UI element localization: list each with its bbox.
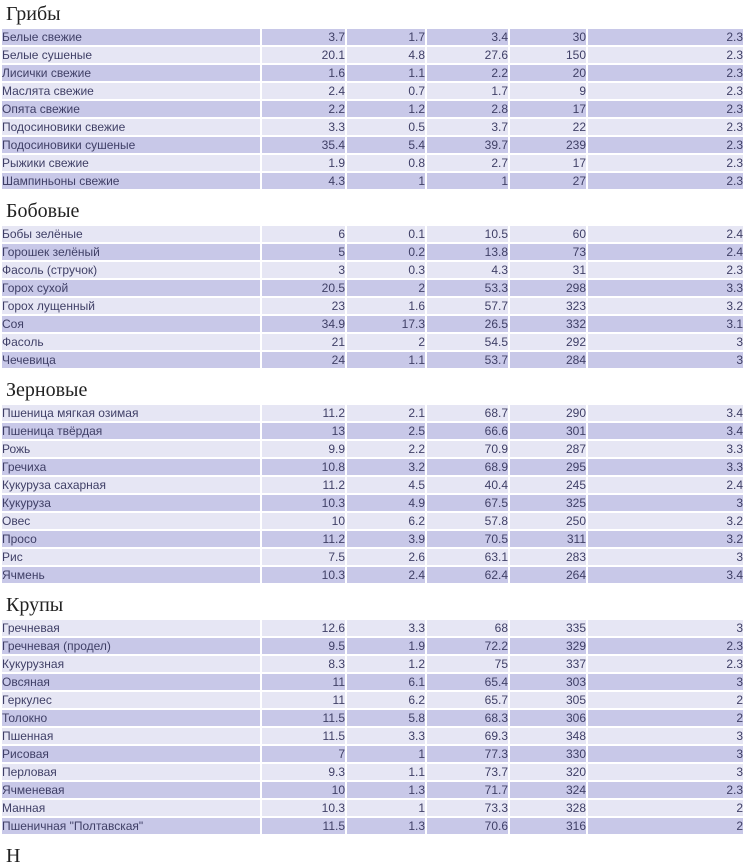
value-cell: 6.2 xyxy=(347,513,425,529)
value-cell: 3.3 xyxy=(347,728,425,744)
value-cell: 3 xyxy=(588,746,743,762)
value-cell: 17 xyxy=(510,155,586,171)
value-cell: 73.3 xyxy=(427,800,508,816)
value-cell: 348 xyxy=(510,728,586,744)
food-name-cell: Рыжики свежие xyxy=(2,155,260,171)
value-cell: 10.5 xyxy=(427,226,508,242)
value-cell: 2 xyxy=(588,710,743,726)
value-cell: 3.7 xyxy=(427,119,508,135)
value-cell: 24 xyxy=(262,352,345,368)
value-cell: 9.9 xyxy=(262,441,345,457)
value-cell: 2 xyxy=(347,334,425,350)
value-cell: 20 xyxy=(510,65,586,81)
food-name-cell: Пшеница твёрдая xyxy=(2,423,260,439)
table-row xyxy=(2,441,743,457)
value-cell: 9.5 xyxy=(262,638,345,654)
value-cell: 65.7 xyxy=(427,692,508,708)
food-name-cell: Пшенная xyxy=(2,728,260,744)
value-cell: 1.7 xyxy=(347,29,425,45)
value-cell: 2.7 xyxy=(427,155,508,171)
value-cell: 2.4 xyxy=(588,226,743,242)
table-row xyxy=(2,818,743,834)
value-cell: 301 xyxy=(510,423,586,439)
value-cell: 0.5 xyxy=(347,119,425,135)
value-cell: 17 xyxy=(510,101,586,117)
value-cell: 1.1 xyxy=(347,65,425,81)
value-cell: 324 xyxy=(510,782,586,798)
value-cell: 295 xyxy=(510,459,586,475)
table-row xyxy=(2,119,743,135)
table-row xyxy=(2,710,743,726)
value-cell: 31 xyxy=(510,262,586,278)
value-cell: 27 xyxy=(510,173,586,189)
value-cell: 10.3 xyxy=(262,495,345,511)
table-row xyxy=(2,226,743,242)
value-cell: 4.3 xyxy=(427,262,508,278)
table-row xyxy=(2,531,743,547)
food-name-cell: Овсяная xyxy=(2,674,260,690)
table-row xyxy=(2,620,743,636)
value-cell: 2.3 xyxy=(588,137,743,153)
value-cell: 3.2 xyxy=(588,531,743,547)
table-row xyxy=(2,316,743,332)
value-cell: 4.9 xyxy=(347,495,425,511)
value-cell: 0.3 xyxy=(347,262,425,278)
value-cell: 73 xyxy=(510,244,586,260)
value-cell: 323 xyxy=(510,298,586,314)
value-cell: 5.4 xyxy=(347,137,425,153)
food-name-cell: Фасоль (стручок) xyxy=(2,262,260,278)
value-cell: 11.2 xyxy=(262,531,345,547)
value-cell: 2.6 xyxy=(347,549,425,565)
value-cell: 72.2 xyxy=(427,638,508,654)
value-cell: 3.3 xyxy=(262,119,345,135)
value-cell: 70.6 xyxy=(427,818,508,834)
value-cell: 53.7 xyxy=(427,352,508,368)
value-cell: 287 xyxy=(510,441,586,457)
value-cell: 11.5 xyxy=(262,728,345,744)
value-cell: 3 xyxy=(588,352,743,368)
table-row xyxy=(2,746,743,762)
value-cell: 22 xyxy=(510,119,586,135)
food-name-cell: Соя xyxy=(2,316,260,332)
value-cell: 57.8 xyxy=(427,513,508,529)
nutrition-table-0 xyxy=(0,27,745,191)
value-cell: 150 xyxy=(510,47,586,63)
value-cell: 2.3 xyxy=(588,782,743,798)
section-title-0: Грибы xyxy=(6,3,61,25)
value-cell: 2 xyxy=(588,800,743,816)
food-name-cell: Кукурузная xyxy=(2,656,260,672)
value-cell: 290 xyxy=(510,405,586,421)
value-cell: 68.9 xyxy=(427,459,508,475)
food-name-cell: Бобы зелёные xyxy=(2,226,260,242)
table-row xyxy=(2,495,743,511)
table-row xyxy=(2,513,743,529)
value-cell: 3.9 xyxy=(347,531,425,547)
value-cell: 1 xyxy=(427,173,508,189)
value-cell: 3.3 xyxy=(347,620,425,636)
food-name-cell: Манная xyxy=(2,800,260,816)
nutrition-table-1 xyxy=(0,224,745,370)
value-cell: 39.7 xyxy=(427,137,508,153)
value-cell: 2.3 xyxy=(588,155,743,171)
table-row xyxy=(2,47,743,63)
value-cell: 325 xyxy=(510,495,586,511)
value-cell: 3.3 xyxy=(588,459,743,475)
value-cell: 3 xyxy=(588,334,743,350)
value-cell: 245 xyxy=(510,477,586,493)
food-name-cell: Белые свежие xyxy=(2,29,260,45)
value-cell: 3.4 xyxy=(588,405,743,421)
table-row xyxy=(2,298,743,314)
value-cell: 329 xyxy=(510,638,586,654)
value-cell: 7 xyxy=(262,746,345,762)
value-cell: 26.5 xyxy=(427,316,508,332)
value-cell: 63.1 xyxy=(427,549,508,565)
food-name-cell: Гречневая xyxy=(2,620,260,636)
value-cell: 20.5 xyxy=(262,280,345,296)
value-cell: 67.5 xyxy=(427,495,508,511)
food-name-cell: Шампиньоны свежие xyxy=(2,173,260,189)
value-cell: 60 xyxy=(510,226,586,242)
value-cell: 2.3 xyxy=(588,47,743,63)
food-name-cell: Горох сухой xyxy=(2,280,260,296)
table-row xyxy=(2,405,743,421)
value-cell: 6.1 xyxy=(347,674,425,690)
value-cell: 292 xyxy=(510,334,586,350)
value-cell: 69.3 xyxy=(427,728,508,744)
value-cell: 68.3 xyxy=(427,710,508,726)
food-name-cell: Пшеница мягкая озимая xyxy=(2,405,260,421)
value-cell: 4.5 xyxy=(347,477,425,493)
value-cell: 13.8 xyxy=(427,244,508,260)
food-name-cell: Овес xyxy=(2,513,260,529)
value-cell: 10.3 xyxy=(262,567,345,583)
value-cell: 3 xyxy=(262,262,345,278)
value-cell: 71.7 xyxy=(427,782,508,798)
value-cell: 2.3 xyxy=(588,101,743,117)
value-cell: 10 xyxy=(262,513,345,529)
table-row xyxy=(2,244,743,260)
value-cell: 10.8 xyxy=(262,459,345,475)
value-cell: 68.7 xyxy=(427,405,508,421)
value-cell: 8.3 xyxy=(262,656,345,672)
value-cell: 306 xyxy=(510,710,586,726)
value-cell: 2.2 xyxy=(347,441,425,457)
food-name-cell: Чечевица xyxy=(2,352,260,368)
table-row xyxy=(2,567,743,583)
value-cell: 5 xyxy=(262,244,345,260)
section-title-1: Бобовые xyxy=(6,200,80,222)
value-cell: 2.4 xyxy=(262,83,345,99)
value-cell: 4.8 xyxy=(347,47,425,63)
value-cell: 283 xyxy=(510,549,586,565)
value-cell: 30 xyxy=(510,29,586,45)
food-name-cell: Просо xyxy=(2,531,260,547)
section-title-partial: Н xyxy=(6,845,21,867)
value-cell: 305 xyxy=(510,692,586,708)
value-cell: 328 xyxy=(510,800,586,816)
section-title-2: Зерновые xyxy=(6,379,88,401)
table-row xyxy=(2,549,743,565)
value-cell: 3.2 xyxy=(347,459,425,475)
value-cell: 337 xyxy=(510,656,586,672)
food-name-cell: Белые сушеные xyxy=(2,47,260,63)
value-cell: 1.3 xyxy=(347,782,425,798)
value-cell: 264 xyxy=(510,567,586,583)
value-cell: 1.9 xyxy=(262,155,345,171)
value-cell: 2.2 xyxy=(262,101,345,117)
value-cell: 6 xyxy=(262,226,345,242)
value-cell: 2.3 xyxy=(588,119,743,135)
value-cell: 77.3 xyxy=(427,746,508,762)
value-cell: 3.4 xyxy=(588,567,743,583)
value-cell: 3 xyxy=(588,620,743,636)
value-cell: 1 xyxy=(347,746,425,762)
table-row xyxy=(2,137,743,153)
value-cell: 0.8 xyxy=(347,155,425,171)
value-cell: 3.7 xyxy=(262,29,345,45)
table-row xyxy=(2,477,743,493)
value-cell: 330 xyxy=(510,746,586,762)
table-row xyxy=(2,800,743,816)
value-cell: 0.7 xyxy=(347,83,425,99)
food-name-cell: Лисички свежие xyxy=(2,65,260,81)
value-cell: 4.3 xyxy=(262,173,345,189)
value-cell: 2.4 xyxy=(588,477,743,493)
value-cell: 2.3 xyxy=(588,262,743,278)
value-cell: 2 xyxy=(347,280,425,296)
value-cell: 62.4 xyxy=(427,567,508,583)
value-cell: 2.4 xyxy=(588,244,743,260)
food-name-cell: Горох лущенный xyxy=(2,298,260,314)
value-cell: 10 xyxy=(262,782,345,798)
value-cell: 2.3 xyxy=(588,29,743,45)
value-cell: 0.2 xyxy=(347,244,425,260)
section-title-3: Крупы xyxy=(6,594,64,616)
food-name-cell: Рис xyxy=(2,549,260,565)
value-cell: 3.3 xyxy=(588,280,743,296)
food-name-cell: Гречиха xyxy=(2,459,260,475)
food-name-cell: Рисовая xyxy=(2,746,260,762)
value-cell: 1.1 xyxy=(347,764,425,780)
value-cell: 11.2 xyxy=(262,405,345,421)
value-cell: 2.3 xyxy=(588,65,743,81)
value-cell: 17.3 xyxy=(347,316,425,332)
value-cell: 11.2 xyxy=(262,477,345,493)
value-cell: 1.3 xyxy=(347,818,425,834)
nutrition-table-3 xyxy=(0,618,745,836)
value-cell: 303 xyxy=(510,674,586,690)
food-name-cell: Опята свежие xyxy=(2,101,260,117)
value-cell: 57.7 xyxy=(427,298,508,314)
value-cell: 66.6 xyxy=(427,423,508,439)
value-cell: 2.5 xyxy=(347,423,425,439)
value-cell: 12.6 xyxy=(262,620,345,636)
value-cell: 335 xyxy=(510,620,586,636)
value-cell: 75 xyxy=(427,656,508,672)
food-name-cell: Пшеничная "Полтавская" xyxy=(2,818,260,834)
value-cell: 21 xyxy=(262,334,345,350)
table-row xyxy=(2,101,743,117)
value-cell: 11 xyxy=(262,674,345,690)
table-row xyxy=(2,638,743,654)
value-cell: 316 xyxy=(510,818,586,834)
food-name-cell: Подосиновики сушеные xyxy=(2,137,260,153)
food-name-cell: Кукуруза xyxy=(2,495,260,511)
value-cell: 2.2 xyxy=(427,65,508,81)
value-cell: 3.2 xyxy=(588,513,743,529)
value-cell: 2.3 xyxy=(588,83,743,99)
value-cell: 1.6 xyxy=(262,65,345,81)
value-cell: 3.4 xyxy=(588,423,743,439)
value-cell: 27.6 xyxy=(427,47,508,63)
value-cell: 3 xyxy=(588,549,743,565)
value-cell: 3.3 xyxy=(588,441,743,457)
value-cell: 2.1 xyxy=(347,405,425,421)
table-row xyxy=(2,674,743,690)
nutrition-tables xyxy=(0,4,750,867)
table-row xyxy=(2,423,743,439)
value-cell: 3.2 xyxy=(588,298,743,314)
value-cell: 239 xyxy=(510,137,586,153)
value-cell: 65.4 xyxy=(427,674,508,690)
value-cell: 1.7 xyxy=(427,83,508,99)
value-cell: 5.8 xyxy=(347,710,425,726)
value-cell: 70.5 xyxy=(427,531,508,547)
food-name-cell: Гречневая (продел) xyxy=(2,638,260,654)
value-cell: 73.7 xyxy=(427,764,508,780)
table-row xyxy=(2,764,743,780)
value-cell: 1.1 xyxy=(347,352,425,368)
value-cell: 332 xyxy=(510,316,586,332)
table-row xyxy=(2,262,743,278)
value-cell: 34.9 xyxy=(262,316,345,332)
value-cell: 0.1 xyxy=(347,226,425,242)
value-cell: 35.4 xyxy=(262,137,345,153)
value-cell: 2.4 xyxy=(347,567,425,583)
value-cell: 70.9 xyxy=(427,441,508,457)
food-name-cell: Геркулес xyxy=(2,692,260,708)
food-name-cell: Ячменевая xyxy=(2,782,260,798)
food-name-cell: Рожь xyxy=(2,441,260,457)
food-name-cell: Фасоль xyxy=(2,334,260,350)
value-cell: 298 xyxy=(510,280,586,296)
table-row xyxy=(2,29,743,45)
value-cell: 40.4 xyxy=(427,477,508,493)
table-row xyxy=(2,656,743,672)
value-cell: 3.4 xyxy=(427,29,508,45)
value-cell: 6.2 xyxy=(347,692,425,708)
value-cell: 11.5 xyxy=(262,818,345,834)
value-cell: 284 xyxy=(510,352,586,368)
value-cell: 1.6 xyxy=(347,298,425,314)
table-row xyxy=(2,352,743,368)
food-name-cell: Толокно xyxy=(2,710,260,726)
value-cell: 250 xyxy=(510,513,586,529)
value-cell: 2.3 xyxy=(588,173,743,189)
value-cell: 68 xyxy=(427,620,508,636)
value-cell: 9.3 xyxy=(262,764,345,780)
table-row xyxy=(2,692,743,708)
value-cell: 20.1 xyxy=(262,47,345,63)
value-cell: 11.5 xyxy=(262,710,345,726)
value-cell: 10.3 xyxy=(262,800,345,816)
value-cell: 53.3 xyxy=(427,280,508,296)
value-cell: 11 xyxy=(262,692,345,708)
value-cell: 311 xyxy=(510,531,586,547)
value-cell: 7.5 xyxy=(262,549,345,565)
value-cell: 2.3 xyxy=(588,656,743,672)
table-row xyxy=(2,65,743,81)
value-cell: 1 xyxy=(347,173,425,189)
value-cell: 2 xyxy=(588,692,743,708)
food-name-cell: Подосиновики свежие xyxy=(2,119,260,135)
value-cell: 3 xyxy=(588,728,743,744)
table-row xyxy=(2,280,743,296)
value-cell: 23 xyxy=(262,298,345,314)
nutrition-table-2 xyxy=(0,403,745,585)
table-row xyxy=(2,83,743,99)
value-cell: 54.5 xyxy=(427,334,508,350)
table-row xyxy=(2,334,743,350)
value-cell: 1 xyxy=(347,800,425,816)
value-cell: 1.2 xyxy=(347,656,425,672)
table-row xyxy=(2,782,743,798)
food-name-cell: Горошек зелёный xyxy=(2,244,260,260)
value-cell: 2.8 xyxy=(427,101,508,117)
value-cell: 2.3 xyxy=(588,638,743,654)
food-name-cell: Ячмень xyxy=(2,567,260,583)
value-cell: 1.9 xyxy=(347,638,425,654)
value-cell: 320 xyxy=(510,764,586,780)
value-cell: 9 xyxy=(510,83,586,99)
food-name-cell: Кукуруза сахарная xyxy=(2,477,260,493)
value-cell: 3 xyxy=(588,495,743,511)
food-name-cell: Маслята свежие xyxy=(2,83,260,99)
value-cell: 13 xyxy=(262,423,345,439)
value-cell: 3 xyxy=(588,674,743,690)
table-row xyxy=(2,459,743,475)
value-cell: 3 xyxy=(588,764,743,780)
value-cell: 2 xyxy=(588,818,743,834)
value-cell: 3.1 xyxy=(588,316,743,332)
table-row xyxy=(2,155,743,171)
value-cell: 1.2 xyxy=(347,101,425,117)
food-name-cell: Перловая xyxy=(2,764,260,780)
table-row xyxy=(2,728,743,744)
table-row xyxy=(2,173,743,189)
